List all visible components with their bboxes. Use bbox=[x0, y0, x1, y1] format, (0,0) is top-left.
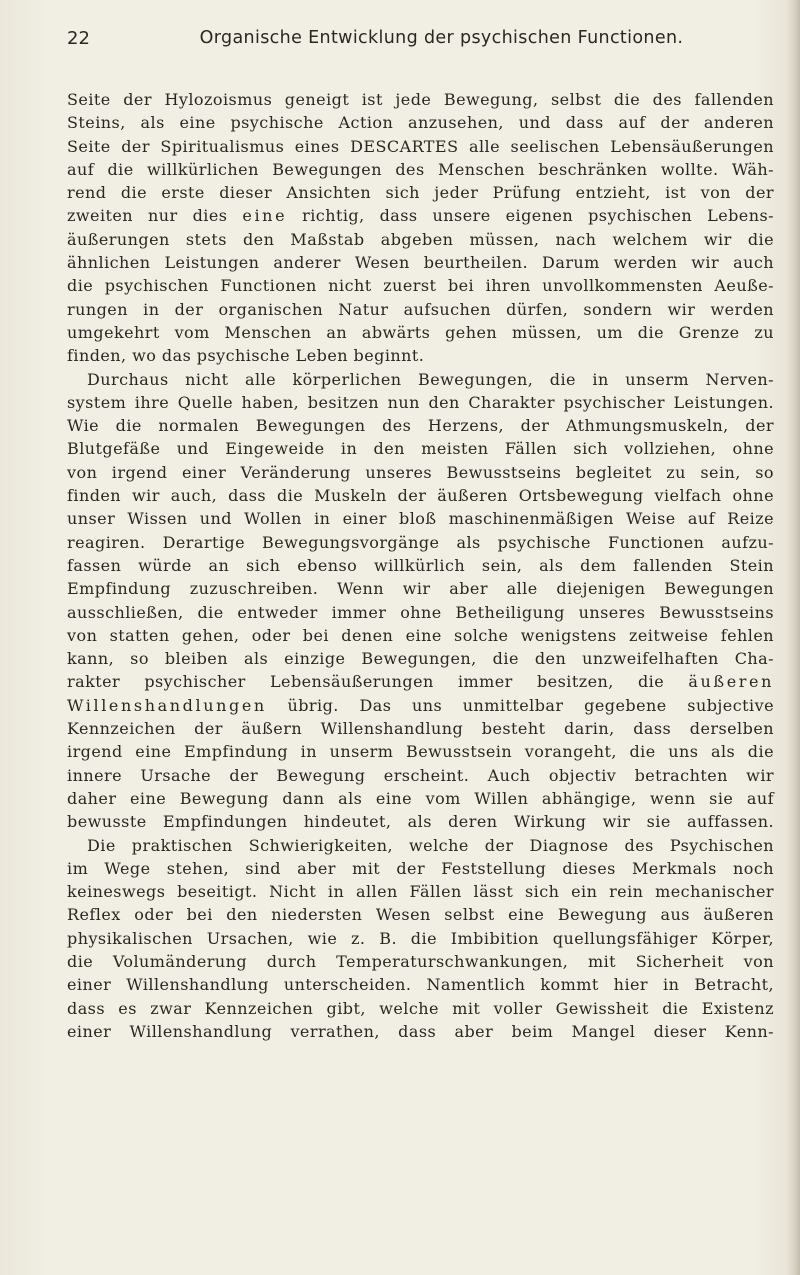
text-line: unser Wissen und Wollen in einer bloß maschinenmäßigen Weise auf Reize bbox=[67, 509, 774, 529]
text-line bbox=[67, 694, 774, 717]
text-line: von irgend einer Veränderung unseres Bewusstseins begleitet zu sein, so bbox=[67, 462, 774, 482]
text-line: ähnlichen Leistungen anderer Wesen beurtheilen. Darum werden wir auch bbox=[67, 253, 774, 273]
text-line: kann, so bleiben als einzige Bewegungen, die den unzweifelhaften Cha- bbox=[67, 649, 774, 669]
text-line: einer Willenshandlung unterscheiden. Namentlich kommt hier in Betracht, bbox=[67, 975, 774, 995]
text-run: übrig. Das uns unmittelbar gegebene subjective bbox=[266, 695, 774, 715]
text-line bbox=[67, 670, 774, 693]
text-line: dass es zwar Kennzeichen gibt, welche mit voller Gewissheit die Existenz bbox=[67, 998, 774, 1018]
text-line: finden wir auch, dass die Muskeln der äußeren Ortsbewegung vielfach ohne bbox=[67, 486, 774, 506]
text-line: bewusste Empfindungen hindeutet, als deren Wirkung wir sie auffassen. bbox=[67, 812, 774, 832]
text-run: zweiten nur dies bbox=[67, 206, 243, 226]
text-line: rend die erste dieser Ansichten sich jeder Prüfung entzieht, ist von der bbox=[67, 183, 774, 203]
text-line: Kennzeichen der äußern Willenshandlung besteht darin, dass derselben bbox=[67, 719, 774, 739]
paragraph-start-line: Die praktischen Schwierigkeiten, welche der Diagnose des Psychischen bbox=[87, 835, 774, 855]
paragraph-start-line: Durchaus nicht alle körperlichen Bewegungen, die in unserm Nerven- bbox=[87, 369, 774, 389]
text-run: richtig, dass unsere eigenen psychischen Lebens- bbox=[287, 206, 774, 226]
text-line: Seite der Hylozoismus geneigt ist jede Bewegung, selbst die des fallenden bbox=[67, 90, 774, 109]
text-line: rungen in der organischen Natur aufsuchen dürfen, sondern wir werden bbox=[67, 299, 774, 319]
text-line: auf die willkürlichen Bewegungen des Menschen beschränken wollte. Wäh- bbox=[67, 159, 774, 179]
text-line: Empfindung zuzuschreiben. Wenn wir aber alle diejenigen Bewegungen bbox=[67, 579, 774, 599]
paragraph-end-line: finden, wo das psychische Leben beginnt. bbox=[67, 346, 425, 366]
text-line: im Wege stehen, sind aber mit der Feststellung dieses Merkmals noch bbox=[67, 858, 774, 878]
text-line: fassen würde an sich ebenso willkürlich sein, als dem fallenden Stein bbox=[67, 555, 774, 575]
text-line: von statten gehen, oder bei denen eine solche wenigstens zeitweise fehlen bbox=[67, 625, 774, 645]
text-line: einer Willenshandlung verrathen, dass aber beim Mangel dieser Kenn- bbox=[67, 1021, 774, 1041]
text-line: die psychischen Functionen nicht zuerst bei ihren unvollkommensten Aeuße- bbox=[67, 276, 774, 296]
text-line: Blutgefäße und Eingeweide in den meisten Fällen sich vollziehen, ohne bbox=[67, 439, 774, 459]
text-line: umgekehrt vom Menschen an abwärts gehen müssen, um die Grenze zu bbox=[67, 322, 774, 342]
running-title: Organische Entwicklung der psychischen Functionen. bbox=[199, 28, 684, 48]
text-line: die Volumänderung durch Temperaturschwankungen, mit Sicherheit von bbox=[67, 951, 774, 971]
spaced-emphasis: äußeren bbox=[688, 672, 774, 692]
text-line: Seite der Spiritualismus eines DESCARTES alle seelischen Lebensäußerungen bbox=[67, 136, 774, 156]
text-line: physikalischen Ursachen, wie z. B. die Imbibition quellungsfähiger Körper, bbox=[67, 928, 774, 948]
text-line bbox=[67, 204, 774, 227]
spaced-emphasis: eine bbox=[242, 206, 288, 226]
text-line: daher eine Bewegung dann als eine vom Willen abhängige, wenn sie auf bbox=[67, 788, 774, 808]
body-text bbox=[67, 88, 774, 1043]
text-line: irgend eine Empfindung in unserm Bewusstsein vorangeht, die uns als die bbox=[67, 742, 774, 762]
page-header bbox=[67, 28, 774, 58]
text-line: innere Ursache der Bewegung erscheint. Auch objectiv betrachten wir bbox=[67, 765, 774, 785]
text-line: äußerungen stets den Maßstab abgeben müssen, nach welchem wir die bbox=[67, 229, 774, 249]
text-run: rakter psychischer Lebensäußerungen immer besitzen, die bbox=[67, 672, 689, 692]
text-line: Reflex oder bei den niedersten Wesen selbst eine Bewegung aus äußeren bbox=[67, 905, 774, 925]
spaced-emphasis: Willenshandlungen bbox=[67, 695, 267, 715]
text-line: Wie die normalen Bewegungen des Herzens, der Athmungsmuskeln, der bbox=[67, 416, 774, 436]
text-line: system ihre Quelle haben, besitzen nun den Charakter psychischer Leistungen. bbox=[67, 392, 774, 412]
text-line: ausschließen, die entweder immer ohne Betheiligung unseres Bewusstseins bbox=[67, 602, 774, 622]
text-line: reagiren. Derartige Bewegungsvorgänge als psychische Functionen aufzu- bbox=[67, 532, 774, 552]
text-line: Steins, als eine psychische Action anzusehen, und dass auf der anderen bbox=[67, 113, 774, 133]
page-edge-shadow bbox=[786, 0, 800, 1275]
text-line: keineswegs beseitigt. Nicht in allen Fällen lässt sich ein rein mechanischer bbox=[67, 882, 774, 902]
page-number: 22 bbox=[67, 28, 90, 49]
